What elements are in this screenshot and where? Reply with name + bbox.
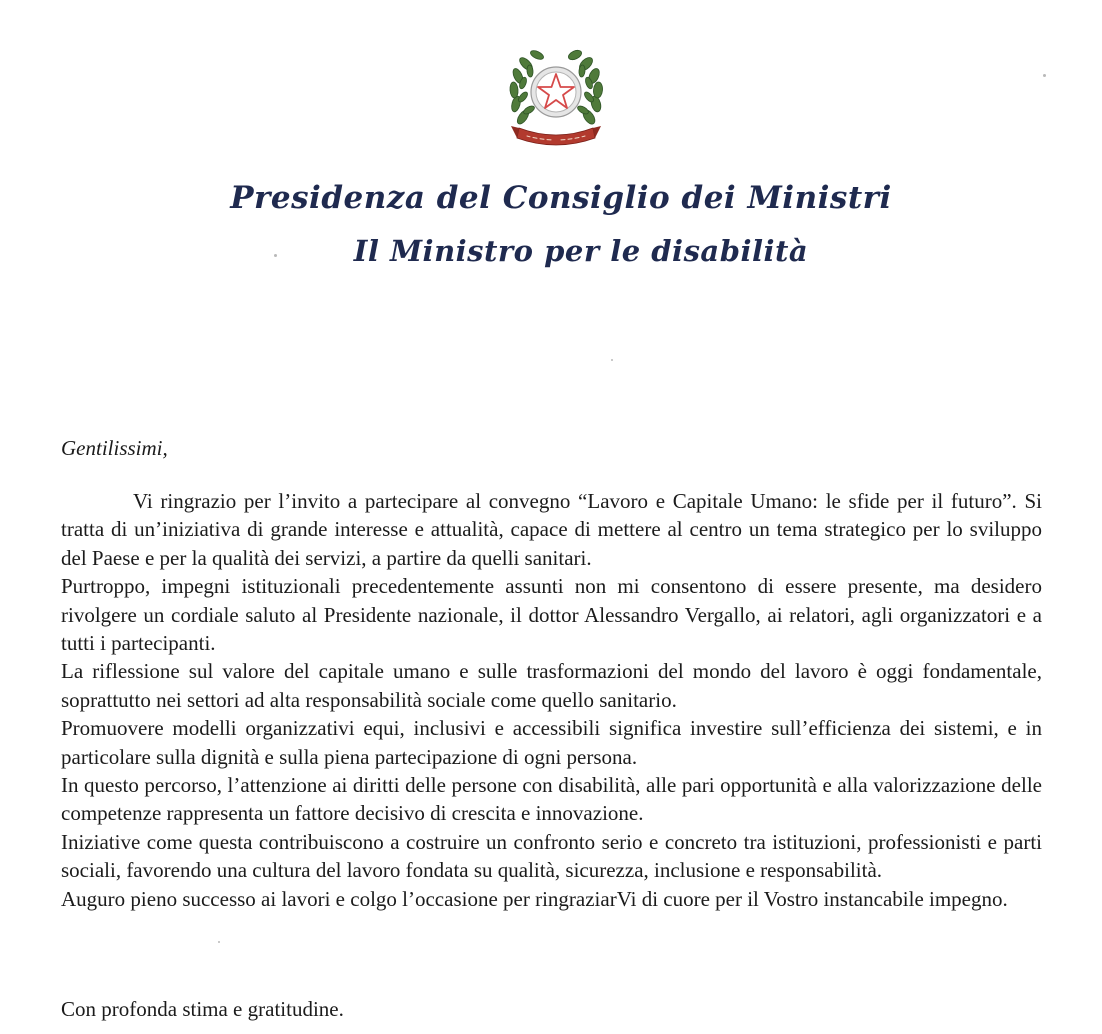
office-heading: Presidenza del Consiglio dei Ministri [230,180,892,216]
letter-body [61,487,1042,913]
paragraph-absence: Purtroppo, impegni istituzionali precedentemente assunti non mi consentono di essere presente, ma desidero rivolgere un cordiale saluto al Presidente nazionale, il dottor Alessandro Vergallo, ai relatori, agli organizzatori e a tutti i partecipanti. [61,574,1042,656]
scan-speck [611,359,613,361]
salutation: Gentilissimi, [61,436,168,460]
paragraph-initiatives: Iniziative come questa contribuiscono a costruire un confronto serio e concreto tra istituzioni, professionisti e parti sociali, favorendo una cultura del lavoro fondata su qualità, sicurezza, inclusione e responsabilità. [61,829,1042,883]
paragraph-thanks: Vi ringrazio per l’invito a partecipare al convegno “Lavoro e Capitale Umano: le sfide per il futuro”. Si tratta di un’iniziativa di grande interesse e attualità, capace di mettere al centro un tema strategico per lo sviluppo del Paese e per la qualità dei servizi, a partire da quelli sanitari. [61,489,1042,570]
paragraph-organizational-models: Promuovere modelli organizzativi equi, inclusivi e accessibili significa investire sull’efficienza dei sistemi, e in particolare sulla dignità e sulla piena partecipazione di ogni persona. [61,716,1042,769]
closing-line: Con profonda stima e gratitudine. [61,997,344,1021]
scan-speck [1043,74,1046,77]
republic-emblem-icon [503,42,609,150]
paragraph-wishes: Auguro pieno successo ai lavori e colgo l’occasione per ringraziarVi di cuore per il Vostro instancabile impegno. [61,886,1008,911]
scan-speck [218,941,220,943]
minister-heading: Il Ministro per le disabilità [353,234,809,268]
paragraph-human-capital: La riflessione sul valore del capitale umano e sulle trasformazioni del mondo del lavoro è oggi fondamentale, soprattutto nei settori ad alta responsabilità sociale come quello sanitario. [61,659,1042,712]
paragraph-disability-rights: In questo percorso, l’attenzione ai diritti delle persone con disabilità, alle pari opportunità e alla valorizzazione delle competenze rappresenta un fattore decisivo di crescita e innovazione. [61,773,1042,826]
